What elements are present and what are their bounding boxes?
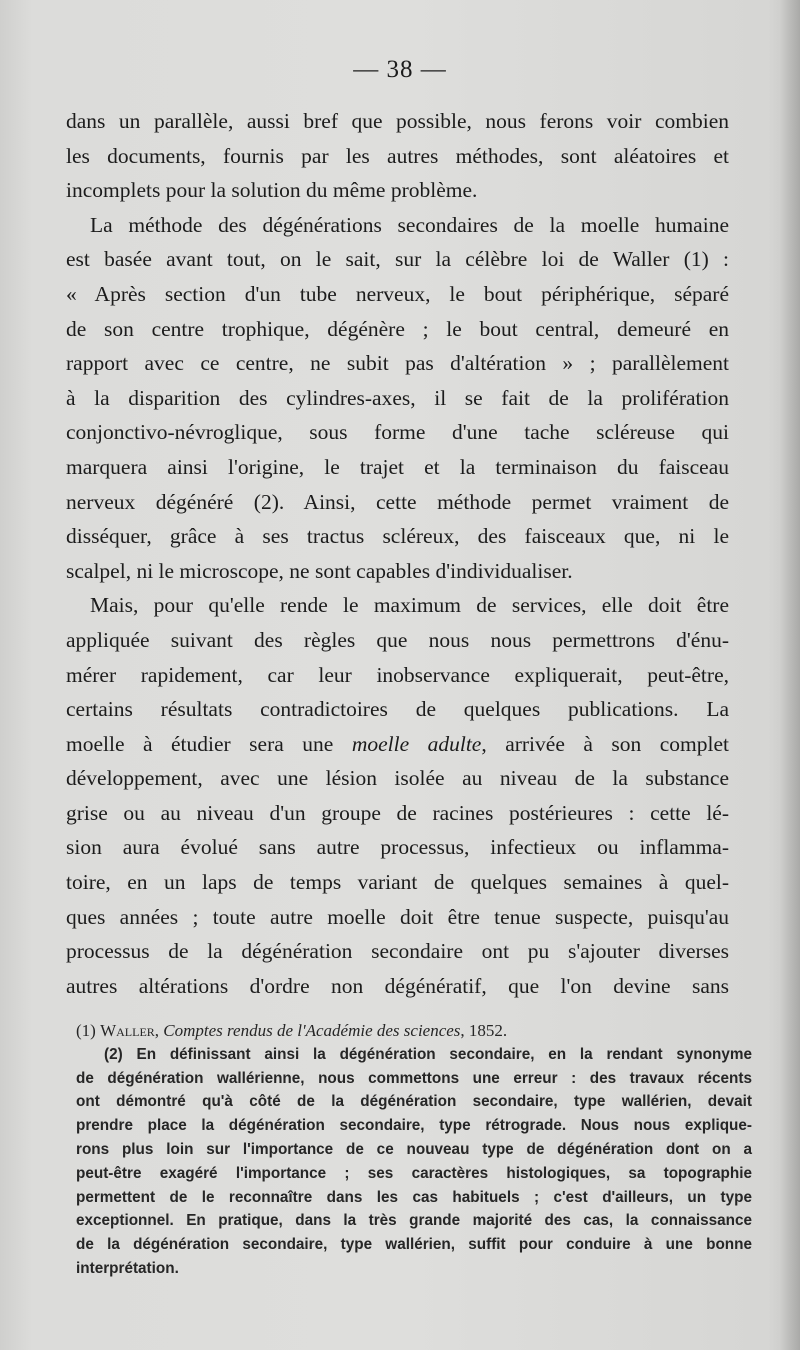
body-line: Mais, pour qu'elle rende le maximum de services, elle doit être [90, 593, 729, 618]
footnote-1-marker: (1) [76, 1021, 96, 1040]
body-line: grise ou au niveau d'un groupe de racines postérieures : cette lé- [66, 800, 729, 825]
body-line: à la disparition des cylindres-axes, il se fait de la prolifération [66, 385, 729, 410]
body-line: développement, avec une lésion isolée au niveau de la substance [66, 766, 729, 791]
body-line: est basée avant tout, on le sait, sur la célèbre loi de Waller (1) : [66, 247, 729, 272]
footnote-line: de la dégénération secondaire, type wallérien, suffit pour conduire à une bonne [76, 1236, 752, 1254]
footnote-line: (2) En définissant ainsi la dégénération secondaire, en la rendant synonyme [104, 1045, 752, 1063]
body-line: dans un parallèle, aussi bref que possible, nous ferons voir combien [66, 109, 729, 133]
body-line: mérer rapidement, car leur inobservance expliquerait, peut-être, [66, 662, 729, 687]
body-line: appliquée suivant des règles que nous nous permettrons d'énu- [66, 627, 729, 652]
body-line: rapport avec ce centre, ne subit pas d'altération » ; parallèlement [66, 351, 729, 376]
body-line: disséquer, grâce à ses tractus scléreux, des faisceaux que, ni le [66, 524, 729, 549]
body-line: toire, en un laps de temps variant de quelques semaines à quel- [66, 870, 729, 895]
body-line: scalpel, ni le microscope, ne sont capables d'individualiser. [66, 558, 573, 583]
body-line-text: , arrivée à son complet [481, 731, 729, 756]
body-line: La méthode des dégénérations secondaires de la moelle humaine [90, 212, 729, 237]
footnote-1-author: Waller, [100, 1021, 160, 1040]
footnotes [76, 1019, 752, 1281]
body-line: de son centre trophique, dégénère ; le bout central, demeuré en [66, 316, 729, 341]
footnote-1-year: , 1852. [460, 1021, 508, 1040]
page-number: — 38 — [353, 56, 447, 83]
footnote-1 [76, 1019, 752, 1043]
body-line: incomplets pour la solution du même problème. [66, 178, 478, 203]
footnote-line: exceptionnel. En pratique, dans la très grande majorité des cas, la connaissance [76, 1212, 752, 1230]
body-line: conjonctivo-névroglique, sous forme d'une tache scléreuse qui [66, 420, 729, 445]
footnote-1-title: Comptes rendus de l'Académie des sciences [163, 1021, 461, 1040]
footnote-line: interprétation. [76, 1259, 179, 1277]
body-line: nerveux dégénéré (2). Ainsi, cette méthode permet vraiment de [66, 489, 729, 514]
body-line [66, 727, 729, 762]
footnote-line: permettent de le reconnaître dans les cas habituels ; c'est d'ailleurs, un type [76, 1188, 752, 1206]
body-line: sion aura évolué sans autre processus, infectieux ou inflamma- [66, 835, 729, 860]
footnote-line: rons plus loin sur l'importance de ce nouveau type de dégénération dont on a [76, 1140, 752, 1158]
body-line-italic: moelle adulte [351, 731, 482, 756]
footnote-line: ont démontré qu'à côté de la dégénération secondaire, type wallérien, devait [76, 1093, 752, 1111]
footnote-line: peut-être exagéré l'importance ; ses caractères histologiques, sa topographie [76, 1164, 752, 1182]
footnote-2 [76, 1043, 752, 1281]
body-line: processus de la dégénération secondaire ont pu s'ajouter diverses [66, 939, 729, 964]
body-line: autres altérations d'ordre non dégénératif, que l'on devine sans [66, 973, 729, 998]
body-line-text: moelle à étudier sera une [66, 731, 352, 756]
body-line: certains résultats contradictoires de quelques publications. La [66, 697, 729, 722]
footnote-line: prendre place la dégénération secondaire, type rétrograde. Nous nous explique- [76, 1117, 752, 1135]
body-text [66, 104, 729, 1003]
page-edge-shadow [780, 0, 800, 1350]
body-line: « Après section d'un tube nerveux, le bout périphérique, séparé [66, 281, 729, 306]
body-line: les documents, fournis par les autres méthodes, sont aléatoires et [66, 143, 729, 168]
body-line: marquera ainsi l'origine, le trajet et la terminaison du faisceau [66, 454, 729, 479]
footnote-line: de dégénération wallérienne, nous commettons une erreur : des travaux récents [76, 1069, 752, 1087]
body-line: ques années ; toute autre moelle doit être tenue suspecte, puisqu'au [66, 904, 729, 929]
